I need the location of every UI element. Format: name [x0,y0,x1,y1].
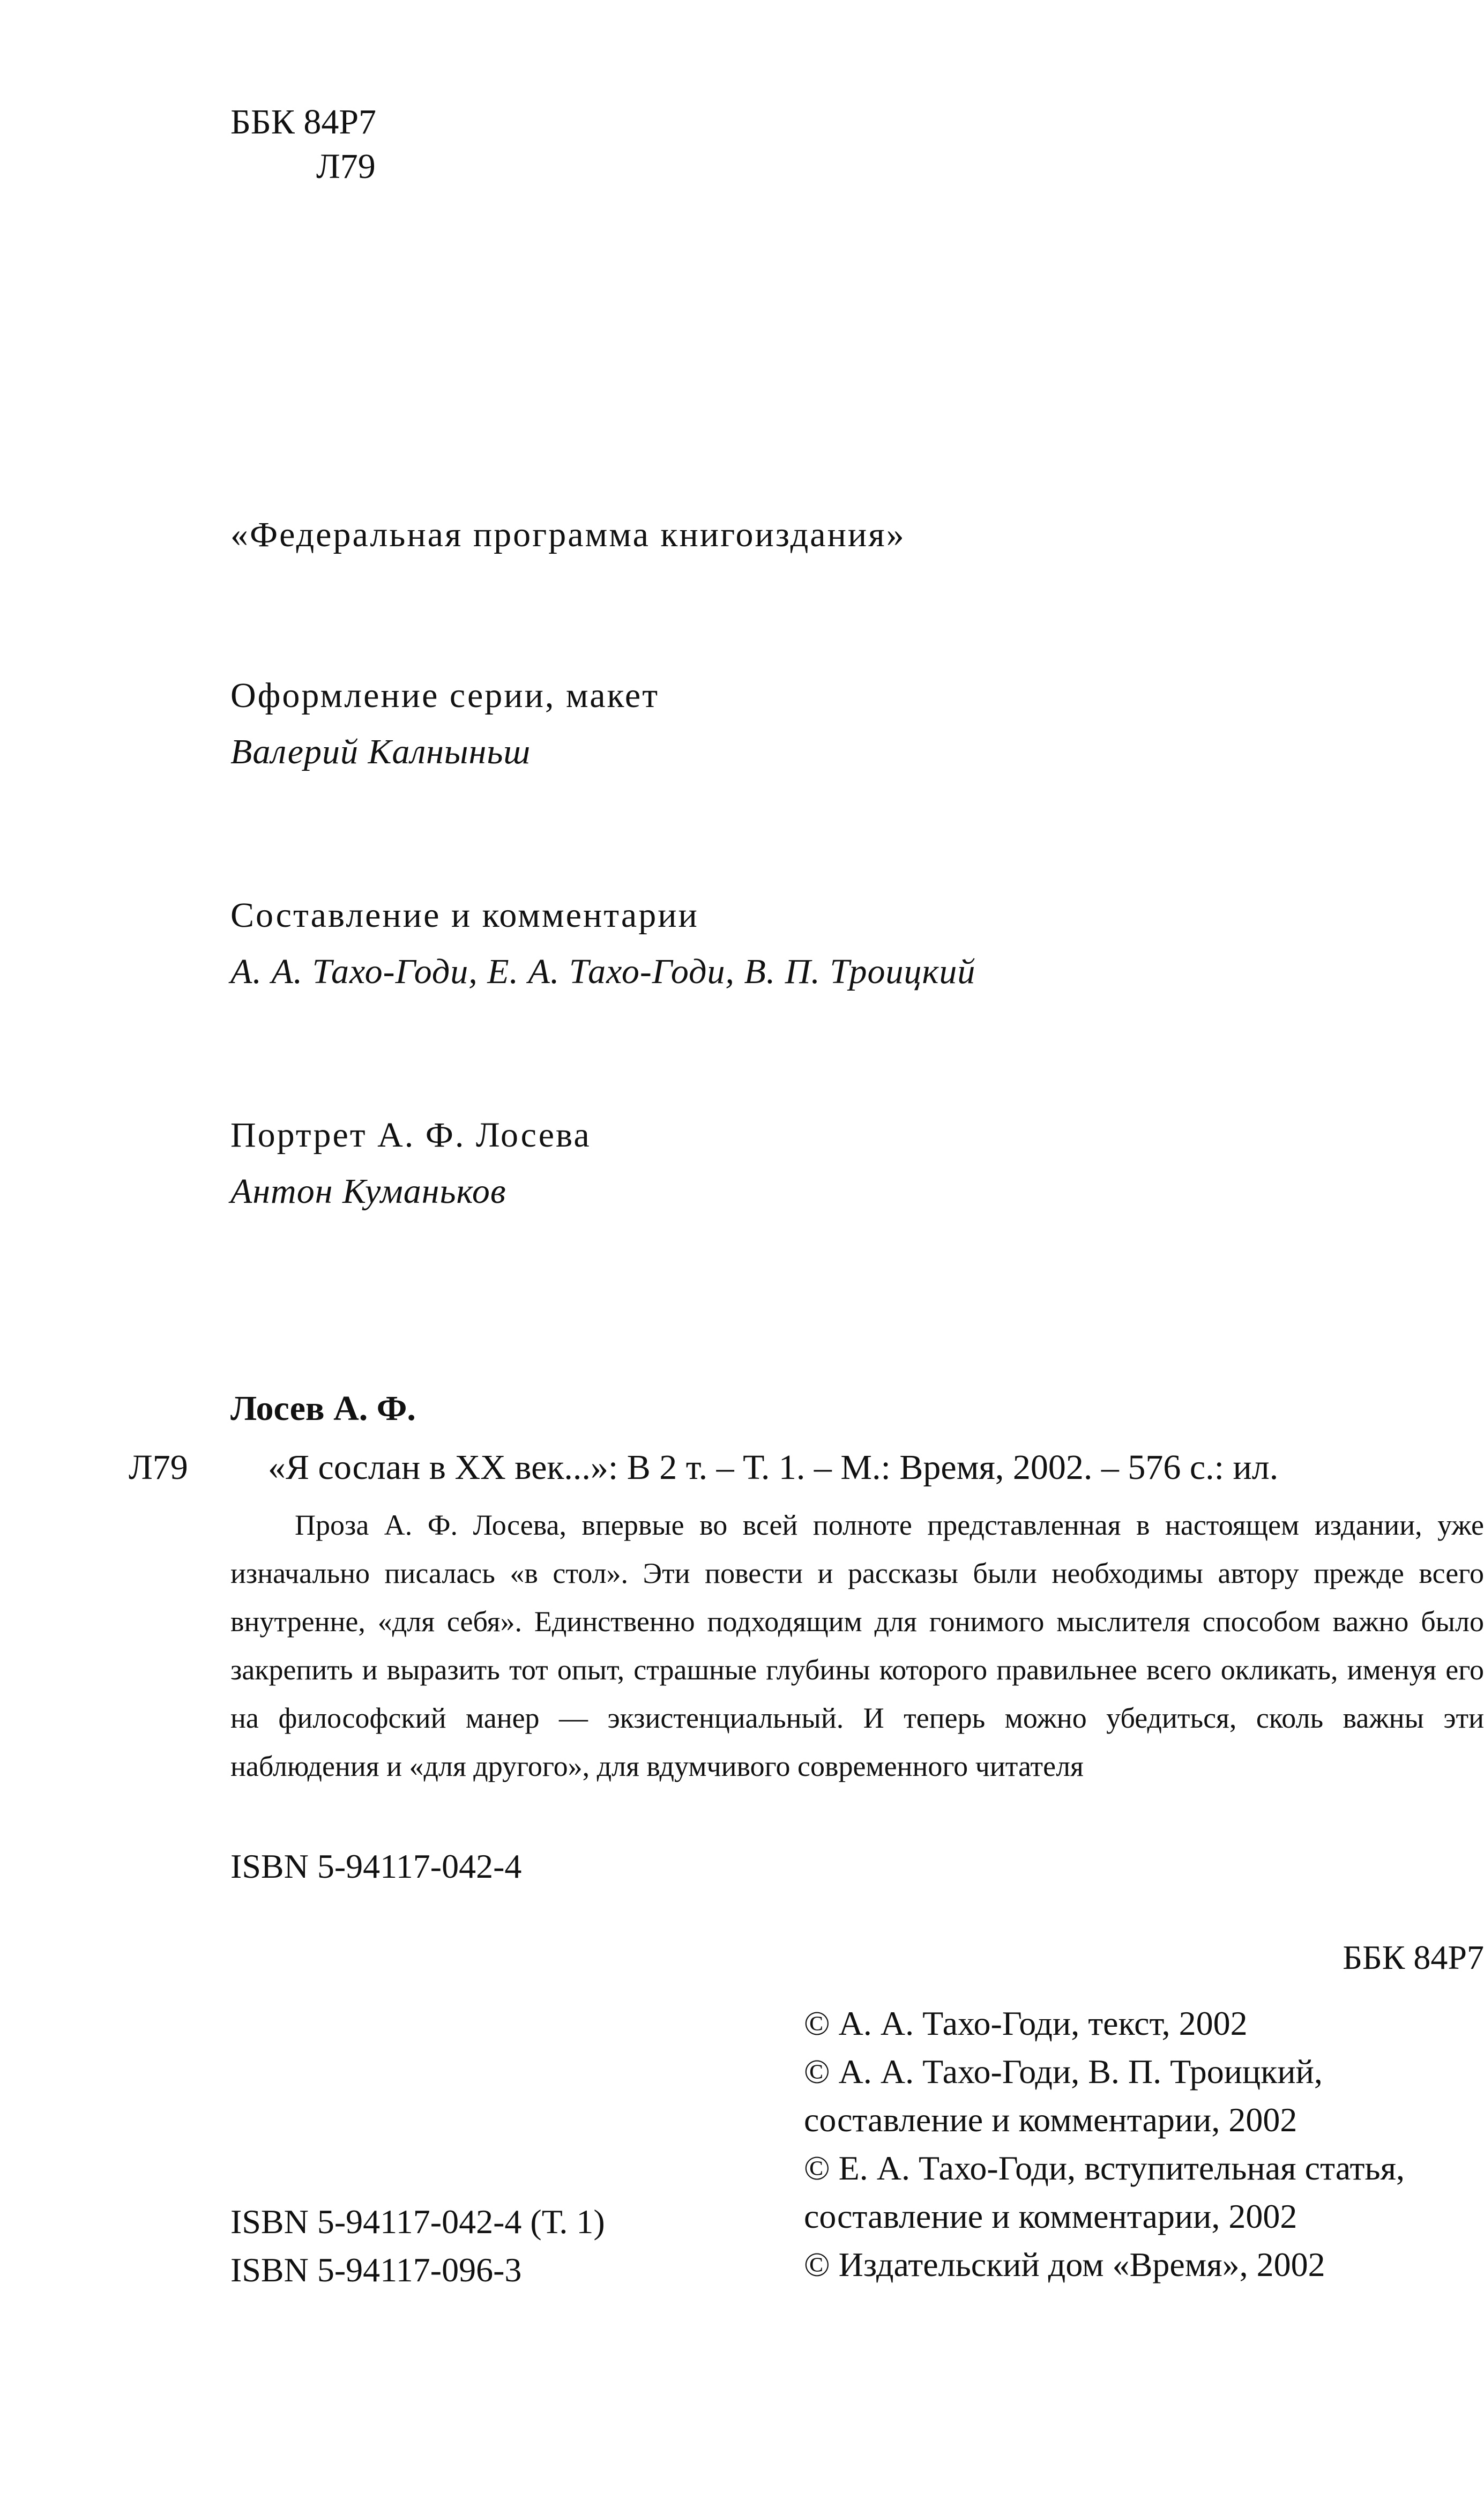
credit-role-compilation: Составление и комментарии [230,896,699,935]
catalog-code: Л79 [129,1448,188,1487]
credit-names-design: Валерий Калныньш [230,732,531,771]
credit-role-portrait: Портрет А. Ф. Лосева [230,1115,591,1155]
isbn-set: ISBN 5-94117-096-3 [230,2251,522,2289]
bbk-index: ББК 84Р7 [230,102,377,142]
copyright-line: © Е. А. Тахо-Годи, вступительная статья, [804,2149,1405,2187]
book-annotation: Проза А. Ф. Лосева, впервые во всей полноте представленная в настоящем издании, уже изначально писалась «в стол». Эти повести и рассказы были необходимы автору прежде всего внутренне, «для себя». Единственно подходящим для гонимого мыслителя способом важно было закрепить и выразить тот опыт, страшные глубины которого правильнее всего окликать, именуя его на философский манер — экзистенциальный. И теперь можно убедиться, сколь важны эти наблюдения и «для другого», для вдумчивого современного читателя [230,1509,1484,1782]
credit-names-portrait: Антон Куманьков [230,1172,506,1211]
bibliographic-description: «Я сослан в XX век...»: В 2 т. – Т. 1. – М.: Время, 2002. – 576 с.: ил. [268,1448,1279,1487]
catalog-bbk: ББК 84Р7 [1343,1938,1484,1976]
isbn-list [230,2198,605,2294]
credit-role-design: Оформление серии, макет [230,676,660,715]
copyright-line: © А. А. Тахо-Годи, текст, 2002 [804,2004,1248,2042]
copyright-line: © А. А. Тахо-Годи, В. П. Троицкий, [804,2052,1323,2091]
isbn-volume: ISBN 5-94117-042-4 (Т. 1) [230,2203,605,2241]
credit-names-compilation: А. А. Тахо-Годи, Е. А. Тахо-Годи, В. П. Троицкий [230,952,976,991]
copyright-line: © Издательский дом «Время», 2002 [804,2245,1325,2284]
federal-program-note: «Федеральная программа книгоиздания» [230,515,906,554]
catalog-isbn: ISBN 5-94117-042-4 [230,1847,522,1885]
copyright-line: составление и комментарии, 2002 [804,2197,1297,2235]
copyright-block [804,1999,1405,2289]
author-mark: Л79 [316,147,376,186]
catalog-author: Лосев А. Ф. [230,1389,416,1428]
copyright-line: составление и комментарии, 2002 [804,2101,1297,2139]
